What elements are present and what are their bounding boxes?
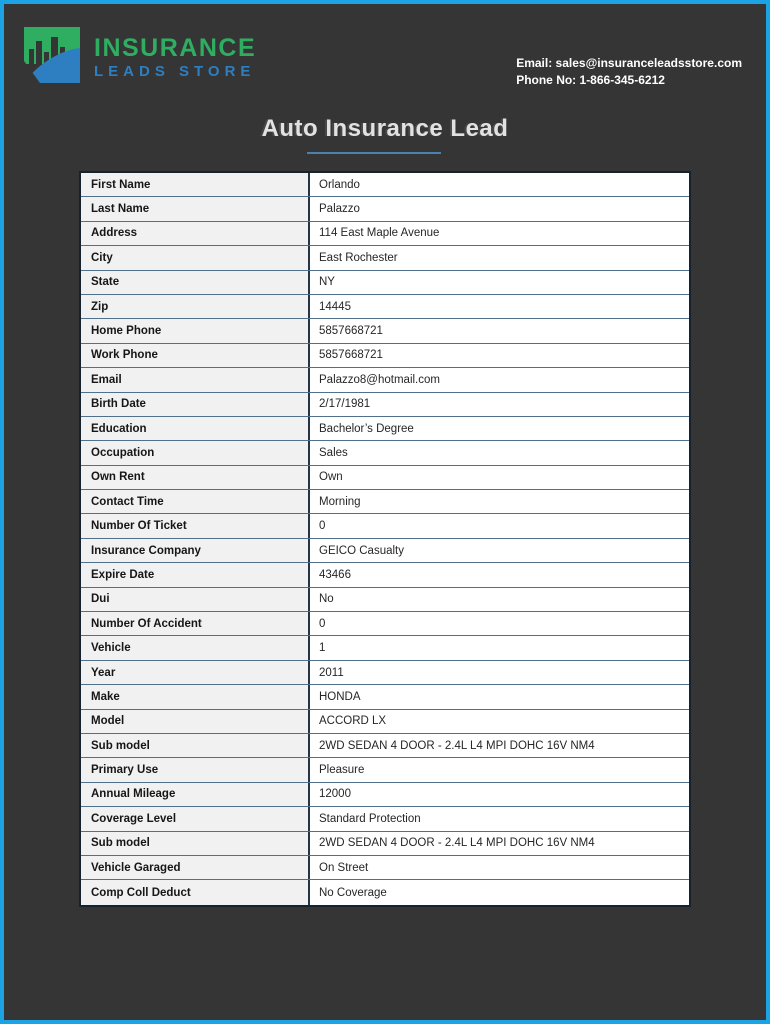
field-label: Home Phone: [81, 319, 310, 342]
table-row: [81, 880, 689, 904]
field-value: NY: [310, 271, 689, 294]
field-label: First Name: [81, 173, 310, 196]
table-row: [81, 758, 689, 782]
table-row: [81, 588, 689, 612]
field-value: On Street: [310, 856, 689, 879]
lead-table: [79, 171, 691, 907]
field-value: No: [310, 588, 689, 611]
field-value: Palazzo: [310, 197, 689, 220]
table-row: [81, 417, 689, 441]
field-value: GEICO Casualty: [310, 539, 689, 562]
table-row: [81, 563, 689, 587]
table-row: [81, 173, 689, 197]
field-label: Make: [81, 685, 310, 708]
field-value: 5857668721: [310, 344, 689, 367]
field-label: Occupation: [81, 441, 310, 464]
table-row: [81, 197, 689, 221]
field-value: Pleasure: [310, 758, 689, 781]
table-row: [81, 783, 689, 807]
contact-email: Email: sales@insuranceleadsstore.com: [516, 56, 742, 70]
table-row: [81, 514, 689, 538]
field-label: Education: [81, 417, 310, 440]
field-value: 2/17/1981: [310, 393, 689, 416]
field-label: Comp Coll Deduct: [81, 880, 310, 904]
field-label: Insurance Company: [81, 539, 310, 562]
brand-name-insurance: INSURANCE: [94, 34, 257, 62]
field-value: HONDA: [310, 685, 689, 708]
field-label: Primary Use: [81, 758, 310, 781]
contact-info: [516, 55, 742, 89]
table-row: [81, 466, 689, 490]
field-value: Sales: [310, 441, 689, 464]
field-label: Address: [81, 222, 310, 245]
field-label: Annual Mileage: [81, 783, 310, 806]
field-value: 43466: [310, 563, 689, 586]
field-label: Work Phone: [81, 344, 310, 367]
field-label: Number Of Accident: [81, 612, 310, 635]
field-label: Sub model: [81, 734, 310, 757]
field-label: City: [81, 246, 310, 269]
table-row: [81, 490, 689, 514]
field-label: Email: [81, 368, 310, 391]
table-row: [81, 856, 689, 880]
header: [4, 4, 766, 89]
field-label: Dui: [81, 588, 310, 611]
table-row: [81, 393, 689, 417]
title-block: [4, 115, 766, 154]
brand-name-leads-store: LEADS STORE: [94, 63, 256, 80]
field-label: Model: [81, 710, 310, 733]
field-value: 114 East Maple Avenue: [310, 222, 689, 245]
table-row: [81, 661, 689, 685]
table-row: [81, 271, 689, 295]
table-row: [81, 636, 689, 660]
table-row: [81, 222, 689, 246]
title-underline: [307, 152, 441, 154]
table-row: [81, 710, 689, 734]
field-value: 14445: [310, 295, 689, 318]
table-row: [81, 612, 689, 636]
field-value: 2WD SEDAN 4 DOOR - 2.4L L4 MPI DOHC 16V NM4: [310, 734, 689, 757]
field-value: ACCORD LX: [310, 710, 689, 733]
table-row: [81, 319, 689, 343]
field-label: Sub model: [81, 832, 310, 855]
field-value: Standard Protection: [310, 807, 689, 830]
brand: [22, 25, 256, 85]
field-value: 12000: [310, 783, 689, 806]
field-label: Year: [81, 661, 310, 684]
field-value: Morning: [310, 490, 689, 513]
insurance-leads-store-logo-icon: [22, 25, 82, 85]
field-label: Coverage Level: [81, 807, 310, 830]
table-row: [81, 734, 689, 758]
table-row: [81, 441, 689, 465]
brand-text: [94, 25, 256, 81]
field-label: Zip: [81, 295, 310, 318]
field-value: 5857668721: [310, 319, 689, 342]
table-row: [81, 246, 689, 270]
field-label: Contact Time: [81, 490, 310, 513]
table-row: [81, 539, 689, 563]
field-value: 1: [310, 636, 689, 659]
field-label: Last Name: [81, 197, 310, 220]
table-row: [81, 685, 689, 709]
contact-phone: Phone No: 1-866-345-6212: [516, 73, 665, 87]
field-label: Number Of Ticket: [81, 514, 310, 537]
field-label: Vehicle Garaged: [81, 856, 310, 879]
field-label: Expire Date: [81, 563, 310, 586]
field-value: Own: [310, 466, 689, 489]
page-title: Auto Insurance Lead: [261, 115, 509, 142]
field-value: East Rochester: [310, 246, 689, 269]
table-row: [81, 832, 689, 856]
field-value: 2011: [310, 661, 689, 684]
field-value: 2WD SEDAN 4 DOOR - 2.4L L4 MPI DOHC 16V NM4: [310, 832, 689, 855]
table-row: [81, 295, 689, 319]
field-value: No Coverage: [310, 880, 689, 904]
table-row: [81, 368, 689, 392]
field-label: Birth Date: [81, 393, 310, 416]
field-value: 0: [310, 612, 689, 635]
table-row: [81, 344, 689, 368]
field-label: Own Rent: [81, 466, 310, 489]
field-label: Vehicle: [81, 636, 310, 659]
table-row: [81, 807, 689, 831]
field-value: 0: [310, 514, 689, 537]
field-value: Orlando: [310, 173, 689, 196]
field-label: State: [81, 271, 310, 294]
field-value: Palazzo8@hotmail.com: [310, 368, 689, 391]
field-value: Bachelor’s Degree: [310, 417, 689, 440]
